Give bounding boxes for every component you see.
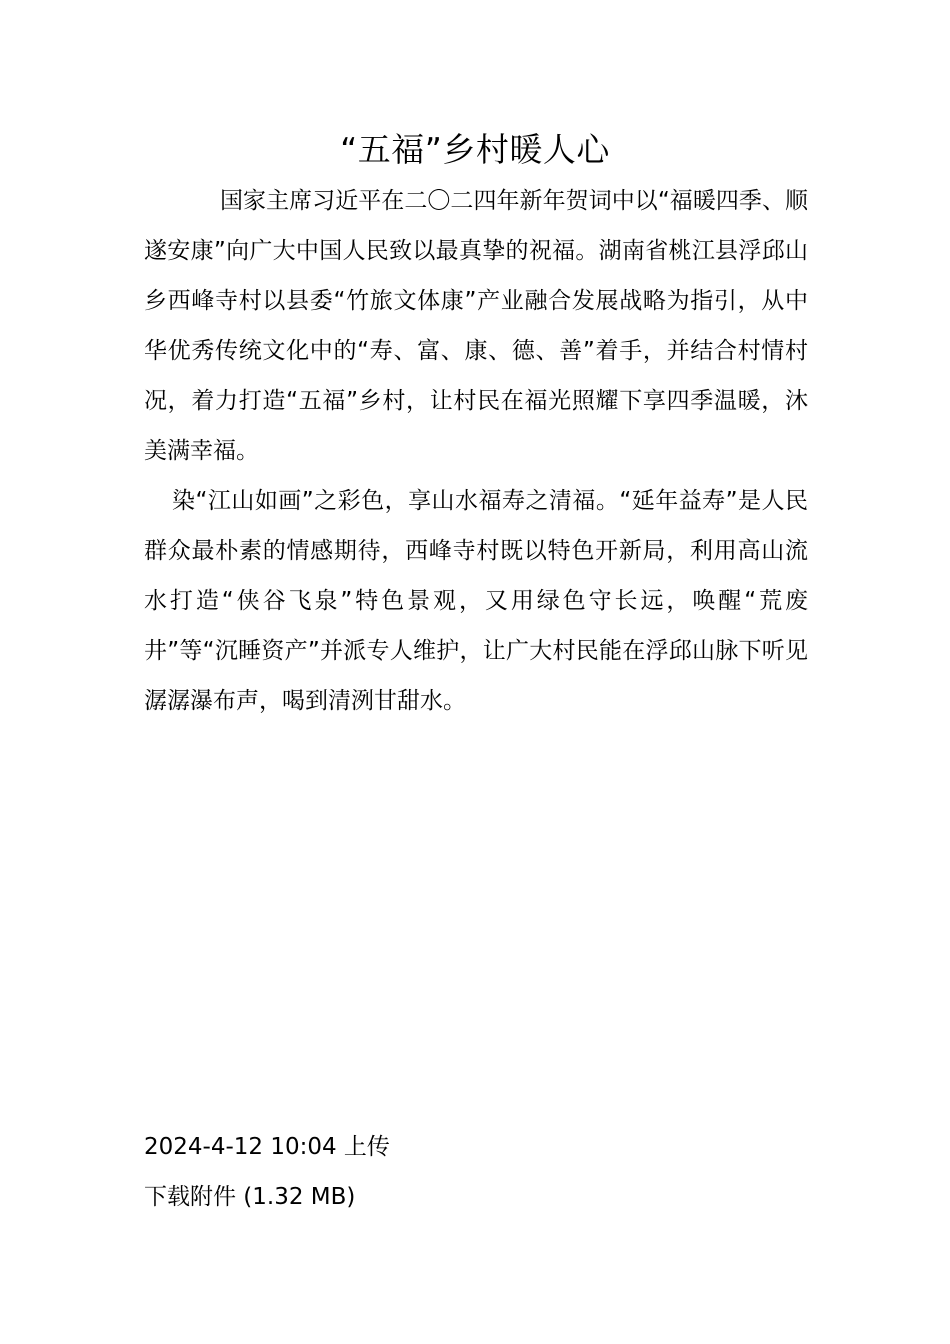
upload-timestamp: 2024-4-12 10:04 上传 [144, 1134, 390, 1160]
article-paragraph: 国家主席习近平在二〇二四年新年贺词中以“福暖四季、顺遂安康”向广大中国人民致以最真挚的祝福。湖南省桃江县浮邱山乡西峰寺村以县委“竹旅文体康”产业融合发展战略为指引，从中华优秀传统文化中的“寿、富、康、德、善”着手，并结合村情村况，着力打造“五福”乡村，让村民在福光照耀下享四季温暖，沐美满幸福。 [144, 188, 808, 464]
download-attachment-link[interactable]: 下载附件 (1.32 MB) [144, 1184, 356, 1210]
article-title: “五福”乡村暖人心 [340, 130, 610, 169]
attachment-footer [144, 1122, 808, 1222]
article-paragraph: 染“江山如画”之彩色，享山水福寿之清福。“延年益寿”是人民群众最朴素的情感期待，西峰寺村既以特色开新局，利用高山流水打造“侠谷飞泉”特色景观，又用绿色守长远，唤醒“荒废井”等“沉睡资产”并派专人维护，让广大村民能在浮邱山脉下听见潺潺瀑布声，喝到清洌甘甜水。 [144, 488, 808, 714]
article-body [144, 176, 808, 726]
